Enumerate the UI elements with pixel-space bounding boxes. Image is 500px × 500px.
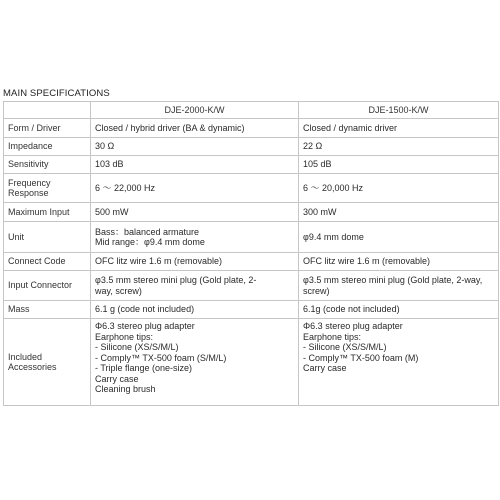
cell-line: φ9.4 mm dome	[303, 231, 364, 242]
cell-line: Cleaning brush	[95, 384, 156, 394]
row-label-impedance	[4, 138, 91, 156]
cell-line: 300 mW	[303, 206, 337, 217]
cell-line: way, screw)	[95, 285, 142, 296]
value-dje-2000	[91, 319, 299, 406]
cell-line: - Triple flange (one-size)	[95, 363, 193, 373]
cell-line: Φ6.3 stereo plug adapter	[303, 321, 403, 331]
cell-line: Sensitivity	[8, 159, 49, 170]
cell-line: 6 ～ 20,000 Hz	[303, 182, 364, 193]
row-label-maximum-input	[4, 203, 91, 222]
row-label-frequency-response	[4, 174, 91, 203]
cell-line: Mid range：φ9.4 mm dome	[95, 237, 205, 247]
cell-line: screw)	[303, 285, 330, 296]
section-heading: MAIN SPECIFICATIONS	[3, 88, 110, 99]
cell-line: Accessories	[8, 362, 57, 372]
value-dje-1500	[299, 203, 499, 222]
row-label-unit	[4, 222, 91, 253]
cell-line: Impedance	[8, 141, 53, 152]
cell-line: Form / Driver	[8, 122, 61, 133]
cell-line: Φ6.3 stereo plug adapter	[95, 321, 195, 331]
cell-line: Connect Code	[8, 256, 66, 267]
table-row	[4, 119, 499, 138]
row-label-form-driver	[4, 119, 91, 138]
value-dje-1500	[299, 301, 499, 319]
value-dje-1500	[299, 319, 499, 406]
value-dje-1500	[299, 174, 499, 203]
cell-line: OFC litz wire 1.6 m (removable)	[95, 256, 223, 267]
cell-line: Closed / hybrid driver (BA & dynamic)	[95, 122, 245, 133]
table-row	[4, 138, 499, 156]
cell-line: Frequency	[8, 177, 51, 188]
row-label-sensitivity	[4, 156, 91, 174]
header-model-dje-1500: DJE-1500-K/W	[299, 102, 499, 119]
cell-line: 105 dB	[303, 159, 332, 170]
table-row	[4, 253, 499, 271]
specifications-table	[3, 101, 499, 406]
table-row	[4, 174, 499, 203]
cell-line: Bass：balanced armature	[95, 226, 200, 237]
cell-line: 103 dB	[95, 159, 124, 170]
table-row	[4, 319, 499, 406]
header-empty-cell	[4, 102, 91, 119]
value-dje-1500	[299, 138, 499, 156]
cell-line: Maximum Input	[8, 206, 70, 217]
value-dje-1500	[299, 253, 499, 271]
value-dje-2000	[91, 301, 299, 319]
cell-line: Closed / dynamic driver	[303, 122, 398, 133]
cell-line: Mass	[8, 304, 30, 315]
value-dje-2000	[91, 271, 299, 301]
cell-line: Earphone tips:	[95, 331, 154, 342]
cell-line: Carry case	[95, 373, 139, 384]
value-dje-2000	[91, 156, 299, 174]
cell-line: 6 ～ 22,000 Hz	[95, 182, 156, 193]
value-dje-2000	[91, 253, 299, 271]
cell-line: Response	[8, 188, 49, 198]
row-label-mass	[4, 301, 91, 319]
value-dje-1500	[299, 222, 499, 253]
cell-line: - Silicone (XS/S/M/L)	[303, 342, 387, 352]
value-dje-2000	[91, 119, 299, 138]
header-model-dje-2000: DJE-2000-K/W	[91, 102, 299, 119]
table-row	[4, 156, 499, 174]
cell-line: φ3.5 mm stereo mini plug (Gold plate, 2-	[95, 275, 257, 285]
row-label-input-connector	[4, 271, 91, 301]
table-row	[4, 271, 499, 301]
table-row	[4, 222, 499, 253]
cell-line: 22 Ω	[303, 141, 323, 152]
value-dje-2000	[91, 138, 299, 156]
value-dje-2000	[91, 222, 299, 253]
cell-line: - Comply™ TX-500 foam (M)	[303, 352, 419, 363]
cell-line: φ3.5 mm stereo mini plug (Gold plate, 2-way,	[303, 275, 483, 285]
cell-line: 6.1g (code not included)	[303, 304, 400, 315]
row-label-connect-code	[4, 253, 91, 271]
cell-line: 30 Ω	[95, 141, 115, 152]
cell-line: Unit	[8, 231, 25, 242]
row-label-included-accessories	[4, 319, 91, 406]
cell-line: - Silicone (XS/S/M/L)	[95, 342, 179, 352]
value-dje-1500	[299, 119, 499, 138]
value-dje-2000	[91, 203, 299, 222]
cell-line: - Comply™ TX-500 foam (S/M/L)	[95, 352, 227, 363]
cell-line: Input Connector	[8, 280, 73, 291]
cell-line: 6.1 g (code not included)	[95, 304, 195, 315]
cell-line: Included	[8, 351, 43, 362]
table-row	[4, 301, 499, 319]
value-dje-2000	[91, 174, 299, 203]
table-header-row	[4, 102, 499, 119]
value-dje-1500	[299, 156, 499, 174]
table-row	[4, 203, 499, 222]
cell-line: Carry case	[303, 363, 347, 373]
value-dje-1500	[299, 271, 499, 301]
cell-line: 500 mW	[95, 206, 129, 217]
cell-line: Earphone tips:	[303, 331, 362, 342]
cell-line: OFC litz wire 1.6 m (removable)	[303, 256, 431, 267]
